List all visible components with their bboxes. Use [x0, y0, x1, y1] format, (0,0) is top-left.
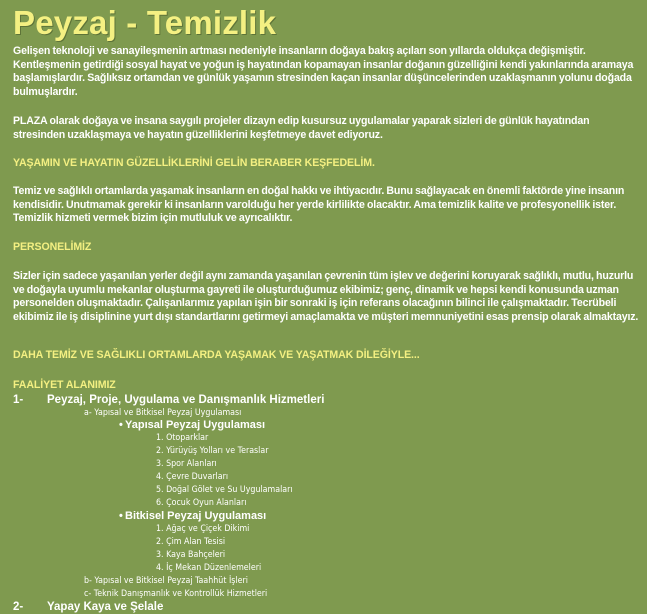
activity-number: 2- [13, 601, 24, 613]
sub-item-a: a- Yapısal ve Bitkisel Peyzaj Uygulaması [84, 408, 242, 418]
list-item: 1. Otoparklar [156, 433, 209, 443]
activity-number: 1- [13, 394, 24, 406]
list-item: 2. Çim Alan Tesisi [156, 537, 226, 547]
bullet-icon: • [119, 419, 123, 431]
personnel-heading: PERSONELİMİZ [13, 241, 92, 253]
list-item: 3. Kaya Bahçeleri [156, 550, 226, 560]
plaza-paragraph: PLAZA olarak doğaya ve insana saygılı projeler dizayn edip kusursuz uygulamalar yaparak sizleri de günlük hayatından stresinden uzaklaşmaya ve hayatın güzelliklerini keşfetmeye davet ediyoruz. [13, 115, 590, 141]
bullet-icon: • [119, 510, 123, 522]
intro-paragraph: Gelişen teknoloji ve sanayileşmenin artması nedeniyle insanların doğaya bakış açıları son yıllarda oldukça değişmiştir. Kentleşmenin getirdiği sosyal hayat ve yoğun iş hayatından kopamayan insanlar doğanın güzelliğini kendi yakınlarında aramaya başlamışlardır. Sağlıksız ortamdan ve günlük yaşamın stresinden kaçan insanlar düşüncelerinden uzaklaşmanın yolunu doğada bulmuşlardır. [13, 45, 634, 98]
activity-heading: FAALİYET ALANIMIZ [13, 379, 116, 391]
sub-item-b: b- Yapısal ve Bitkisel Peyzaj Taahhüt İşleri [84, 576, 248, 586]
activity-item-2 [13, 601, 163, 614]
personnel-paragraph: Sizler için sadece yaşanılan yerler değil aynı zamanda yaşanılan çevrenin tüm işlev ve değerini koruyarak sağlıklı, mutlu, huzurlu ve doğayla uyumlu mekanlar oluşturma gayreti ile oluşturduğumuz ekibimiz; genç, dinamik ve hepsi kendi konusunda uzman personelden oluşmaktadır. Çalışanlarımız yapılan işin bir sonraki iş için referans olacağının bilinci ile çalışmaktadır. Tecrübeli ekibimiz ile iş disiplinine yurt dışı standartlarını getirmeyi amaçlamakta ve müşteri memnuniyetini esas prensip olarak almaktayız. [13, 270, 639, 323]
list-item: 4. Çevre Duvarları [156, 472, 229, 482]
page-title: Peyzaj - Temizlik [13, 4, 277, 41]
yapisal-heading-label: Yapısal Peyzaj Uygulaması [125, 419, 266, 431]
activity-label: Yapay Kaya ve Şelale [47, 601, 164, 613]
list-item: 3. Spor Alanları [156, 459, 217, 469]
activity-label: Peyzaj, Proje, Uygulama ve Danışmanlık Hizmetleri [47, 394, 325, 406]
list-item: 4. İç Mekan Düzenlemeleri [156, 563, 262, 573]
bitkisel-heading [119, 510, 266, 523]
activity-item-1 [13, 394, 324, 407]
clean-paragraph: Temiz ve sağlıklı ortamlarda yaşamak insanların en doğal hakkı ve ihtiyacıdır. Bunu sağlayacak en önemli faktörde yine insanın kendisidir. Unutmamak gerekir ki insanların varolduğu her yerde kirlilikte olacaktır. Ama temizlik kalite ve profesyonellik ister. Temizlik hizmeti vermek bizim için mutluluk ve ayrıcalıktır. [13, 185, 625, 224]
bitkisel-heading-label: Bitkisel Peyzaj Uygulaması [125, 510, 267, 522]
yapisal-heading [119, 419, 265, 432]
list-item: 6. Çocuk Oyun Alanları [156, 498, 247, 508]
list-item: 1. Ağaç ve Çiçek Dikimi [156, 524, 250, 534]
list-item: 2. Yürüyüş Yolları ve Teraslar [156, 446, 269, 456]
discover-heading: YAŞAMIN VE HAYATIN GÜZELLİKLERİNİ GELİN BERABER KEŞFEDELİM. [13, 157, 375, 169]
wish-heading: DAHA TEMİZ VE SAĞLIKLI ORTAMLARDA YAŞAMAK VE YAŞATMAK DİLEĞİYLE... [13, 349, 420, 361]
list-item: 5. Doğal Gölet ve Su Uygulamaları [156, 485, 293, 495]
sub-item-c: c- Teknik Danışmanlık ve Kontrollük Hizmetleri [84, 589, 268, 599]
